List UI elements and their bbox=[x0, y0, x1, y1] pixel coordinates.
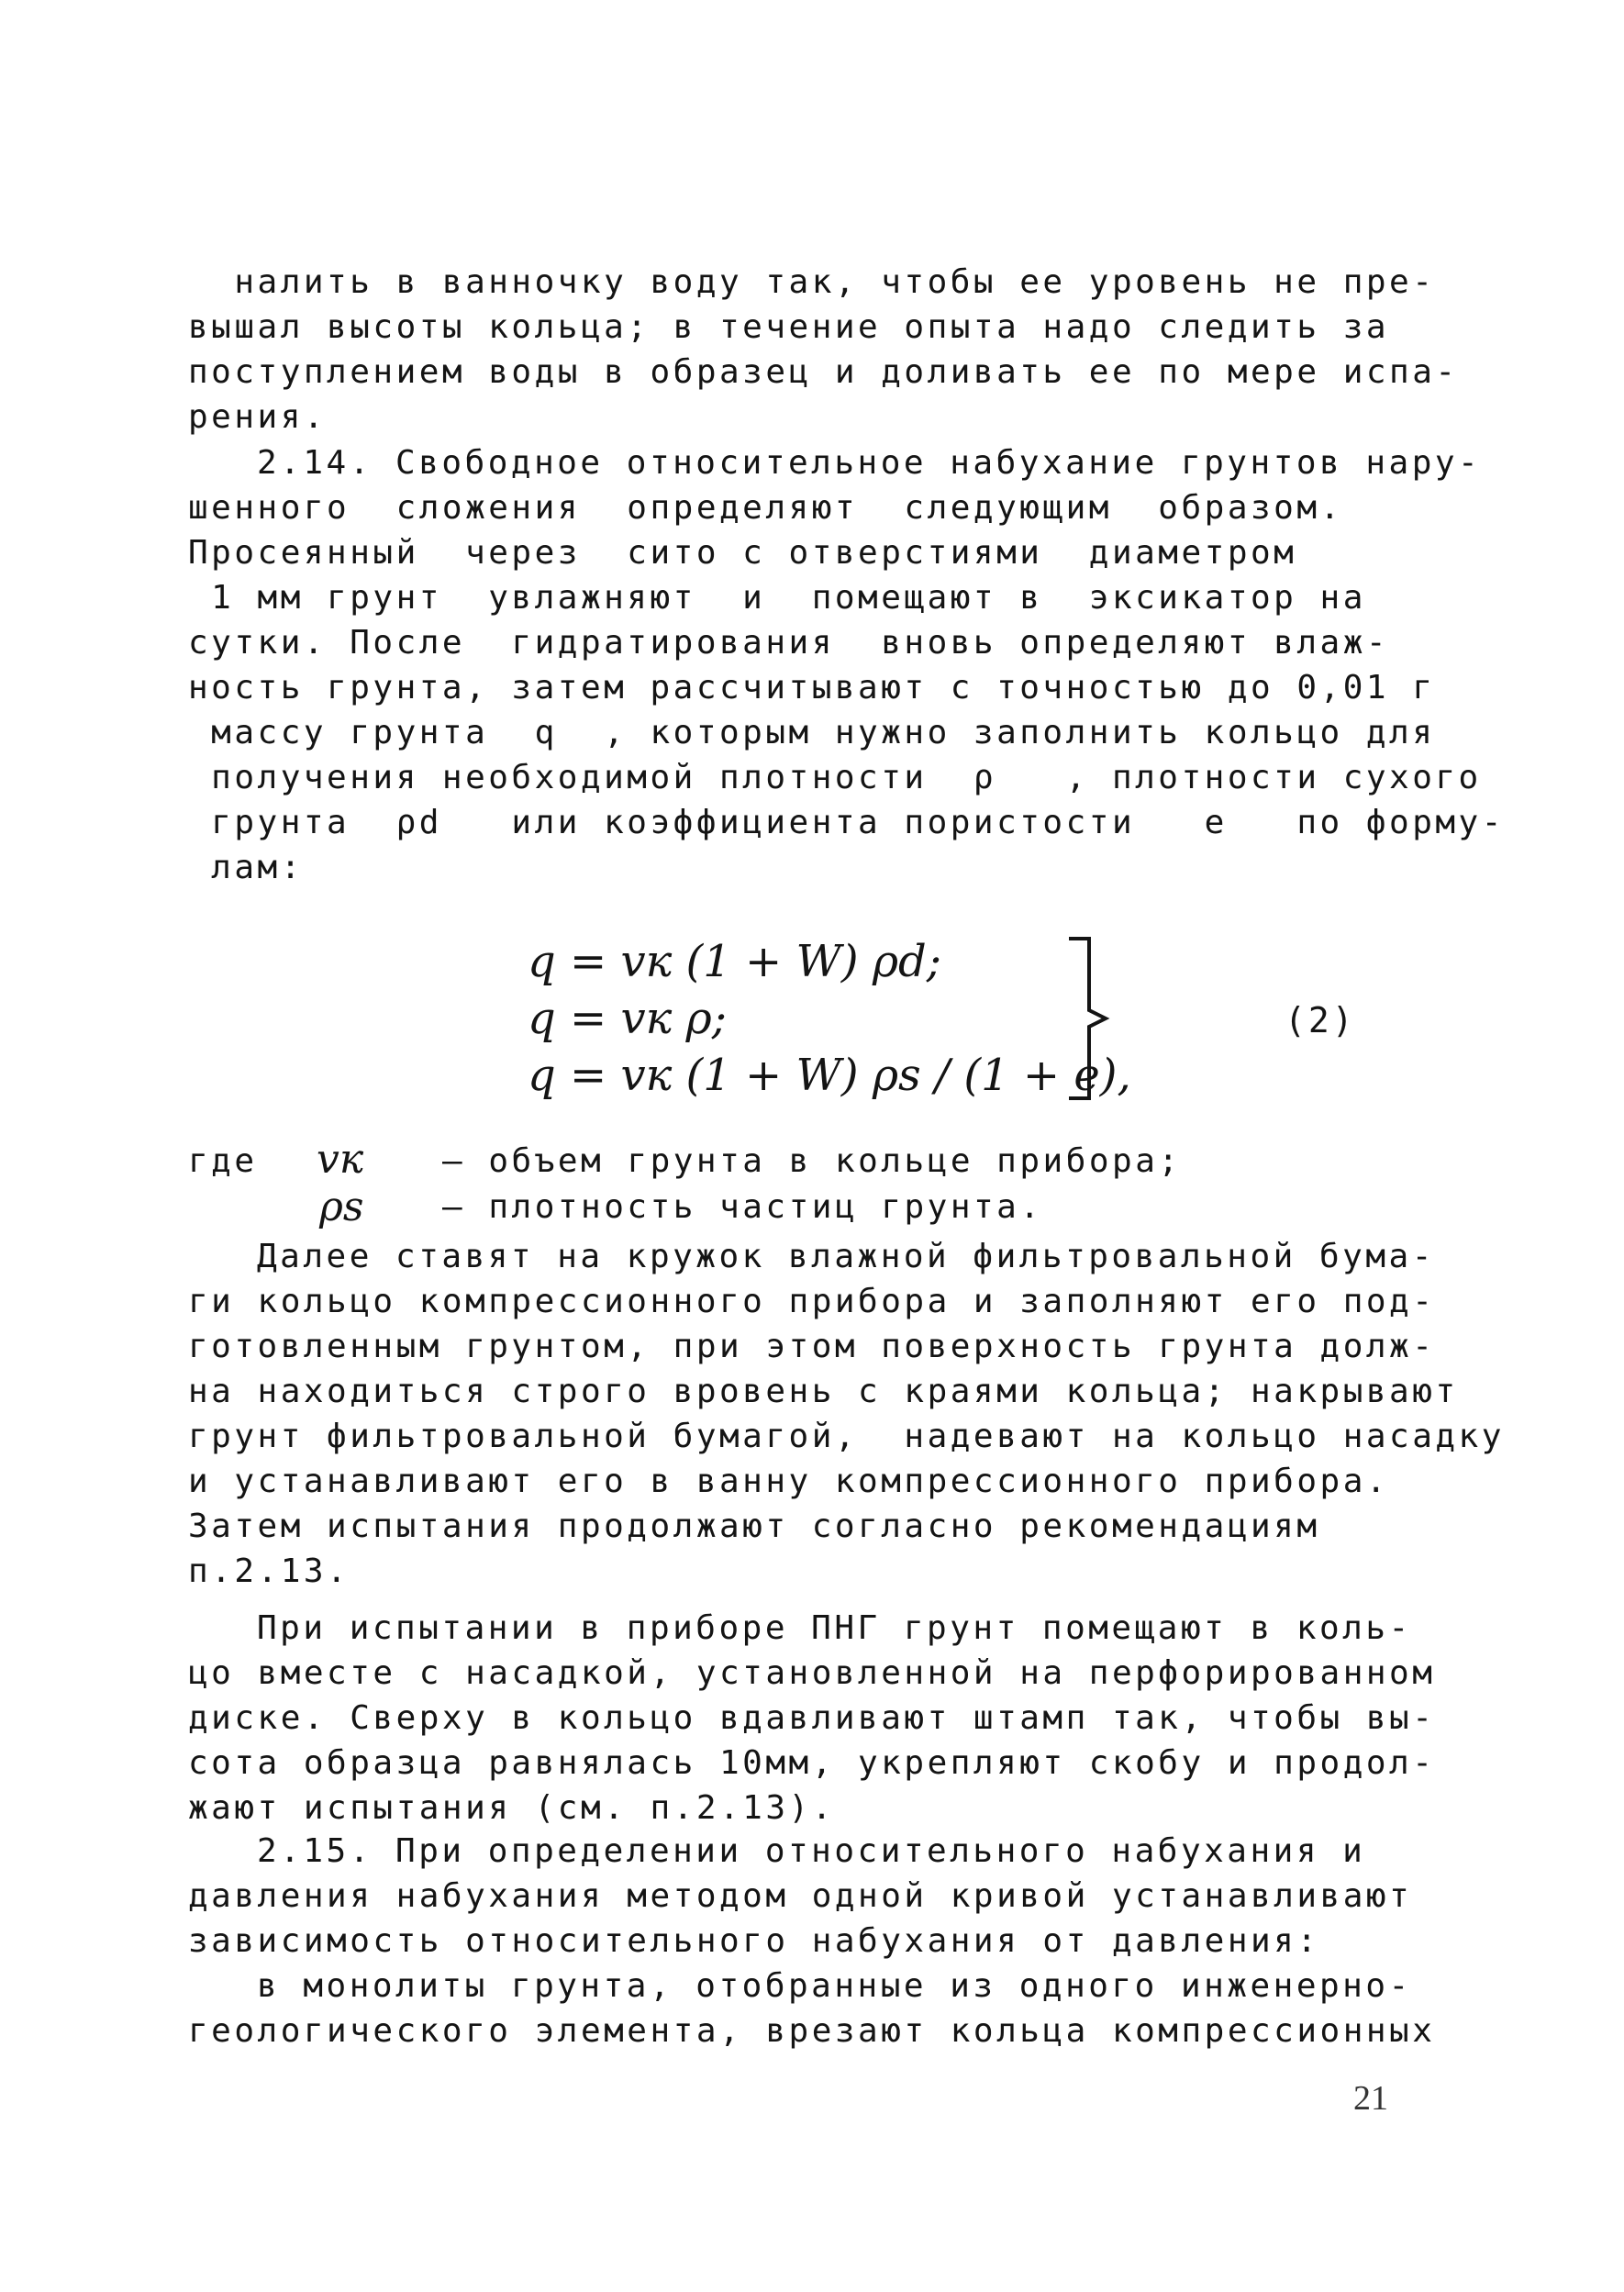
text-line: 2.14. Свободное относительное набухание грунтов нару- bbox=[257, 444, 1482, 482]
text-line: При испытании в приборе ПНГ грунт помещают в коль- bbox=[257, 1609, 1412, 1647]
text-line: Затем испытания продолжают согласно рекомендациям bbox=[188, 1508, 1320, 1545]
text-line: ги кольцо компрессионного прибора и заполняют его под- bbox=[188, 1283, 1436, 1320]
text-line: в монолиты грунта, отобранные из одного инженерно- bbox=[257, 1967, 1412, 2005]
text-line: готовленным грунтом, при этом поверхность грунта долж- bbox=[188, 1328, 1436, 1365]
text-line: рения. bbox=[188, 398, 328, 436]
text-line: Просеянный через сито с отверстиями диаметром bbox=[188, 534, 1297, 572]
text-line: лам: bbox=[188, 849, 304, 886]
formula-line-3: q = vк (1 + W) ρs / (1 + e), bbox=[528, 1050, 1131, 1101]
page-number: 21 bbox=[1353, 2079, 1388, 2118]
text-line: цо вместе с насадкой, установленной на перфорированном bbox=[188, 1654, 1436, 1692]
text-line: п.2.13. bbox=[188, 1552, 350, 1590]
text-line: 2.15. При определении относительного набухания и bbox=[257, 1832, 1366, 1870]
text-line: поступлением воды в образец и доливать ее по мере испа- bbox=[188, 353, 1459, 391]
paragraph-3 bbox=[188, 1234, 1505, 1594]
paragraph-1 bbox=[188, 260, 1459, 439]
where-symbol-2: ρs bbox=[319, 1184, 364, 1230]
formula-line-1: q = vк (1 + W) ρd; bbox=[528, 936, 941, 987]
text-line: получения необходимой плотности ρ , плотности сухого bbox=[188, 759, 1482, 796]
text-line: грунта ρd или коэффициента пористости e по форму- bbox=[188, 804, 1505, 841]
text-line: и устанавливают его в ванну компрессионного прибора. bbox=[188, 1463, 1390, 1500]
text-line: диске. Сверху в кольцо вдавливают штамп так, чтобы вы- bbox=[188, 1699, 1436, 1737]
text-line: сота образца равнялась 10мм, укрепляют скобу и продол- bbox=[188, 1744, 1436, 1782]
where-text-2: – плотность частиц грунта. bbox=[442, 1188, 1043, 1226]
text-line: давления набухания методом одной кривой устанавливают bbox=[188, 1877, 1413, 1915]
text-line: 1 мм грунт увлажняют и помещают в эксикатор на bbox=[188, 579, 1366, 617]
text-line: ность грунта, затем рассчитывают с точностью до 0,01 г bbox=[188, 669, 1436, 707]
paragraph-6 bbox=[188, 1964, 1454, 2053]
where-text-1: – объем грунта в кольце прибора; bbox=[442, 1142, 1182, 1180]
equation-number: (2) bbox=[1285, 1000, 1356, 1040]
text-line: жают испытания (см. п.2.13). bbox=[188, 1789, 835, 1827]
formula-line-2: q = vк ρ; bbox=[528, 993, 727, 1044]
text-line: налить в ванночку воду так, чтобы ее уровень не пре- bbox=[188, 263, 1436, 301]
text-line: зависимость относительного набухания от давления: bbox=[188, 1922, 1320, 1960]
text-line: массу грунта q , которым нужно заполнить кольцо для bbox=[188, 714, 1436, 751]
text-line: грунт фильтровальной бумагой, надевают на кольцо насадку bbox=[188, 1418, 1505, 1455]
where-symbol-1: vк bbox=[317, 1136, 364, 1183]
text-line: вышал высоты кольца; в течение опыта надо следить за bbox=[188, 308, 1390, 346]
text-line: Далее ставят на кружок влажной фильтровальной бума- bbox=[257, 1238, 1435, 1275]
curly-brace-icon bbox=[1060, 931, 1124, 1106]
paragraph-4 bbox=[188, 1606, 1454, 1830]
paragraph-2-15 bbox=[188, 1829, 1454, 1964]
text-line: шенного сложения определяют следующим образом. bbox=[188, 489, 1343, 527]
paragraph-2-14 bbox=[188, 440, 1505, 890]
text-line: сутки. После гидратирования вновь определяют влаж- bbox=[188, 624, 1390, 662]
where-label: где bbox=[188, 1142, 258, 1180]
text-line: геологического элемента, врезают кольца компрессионных bbox=[188, 2012, 1436, 2050]
text-line: на находиться строго вровень с краями кольца; накрывают bbox=[188, 1373, 1459, 1410]
